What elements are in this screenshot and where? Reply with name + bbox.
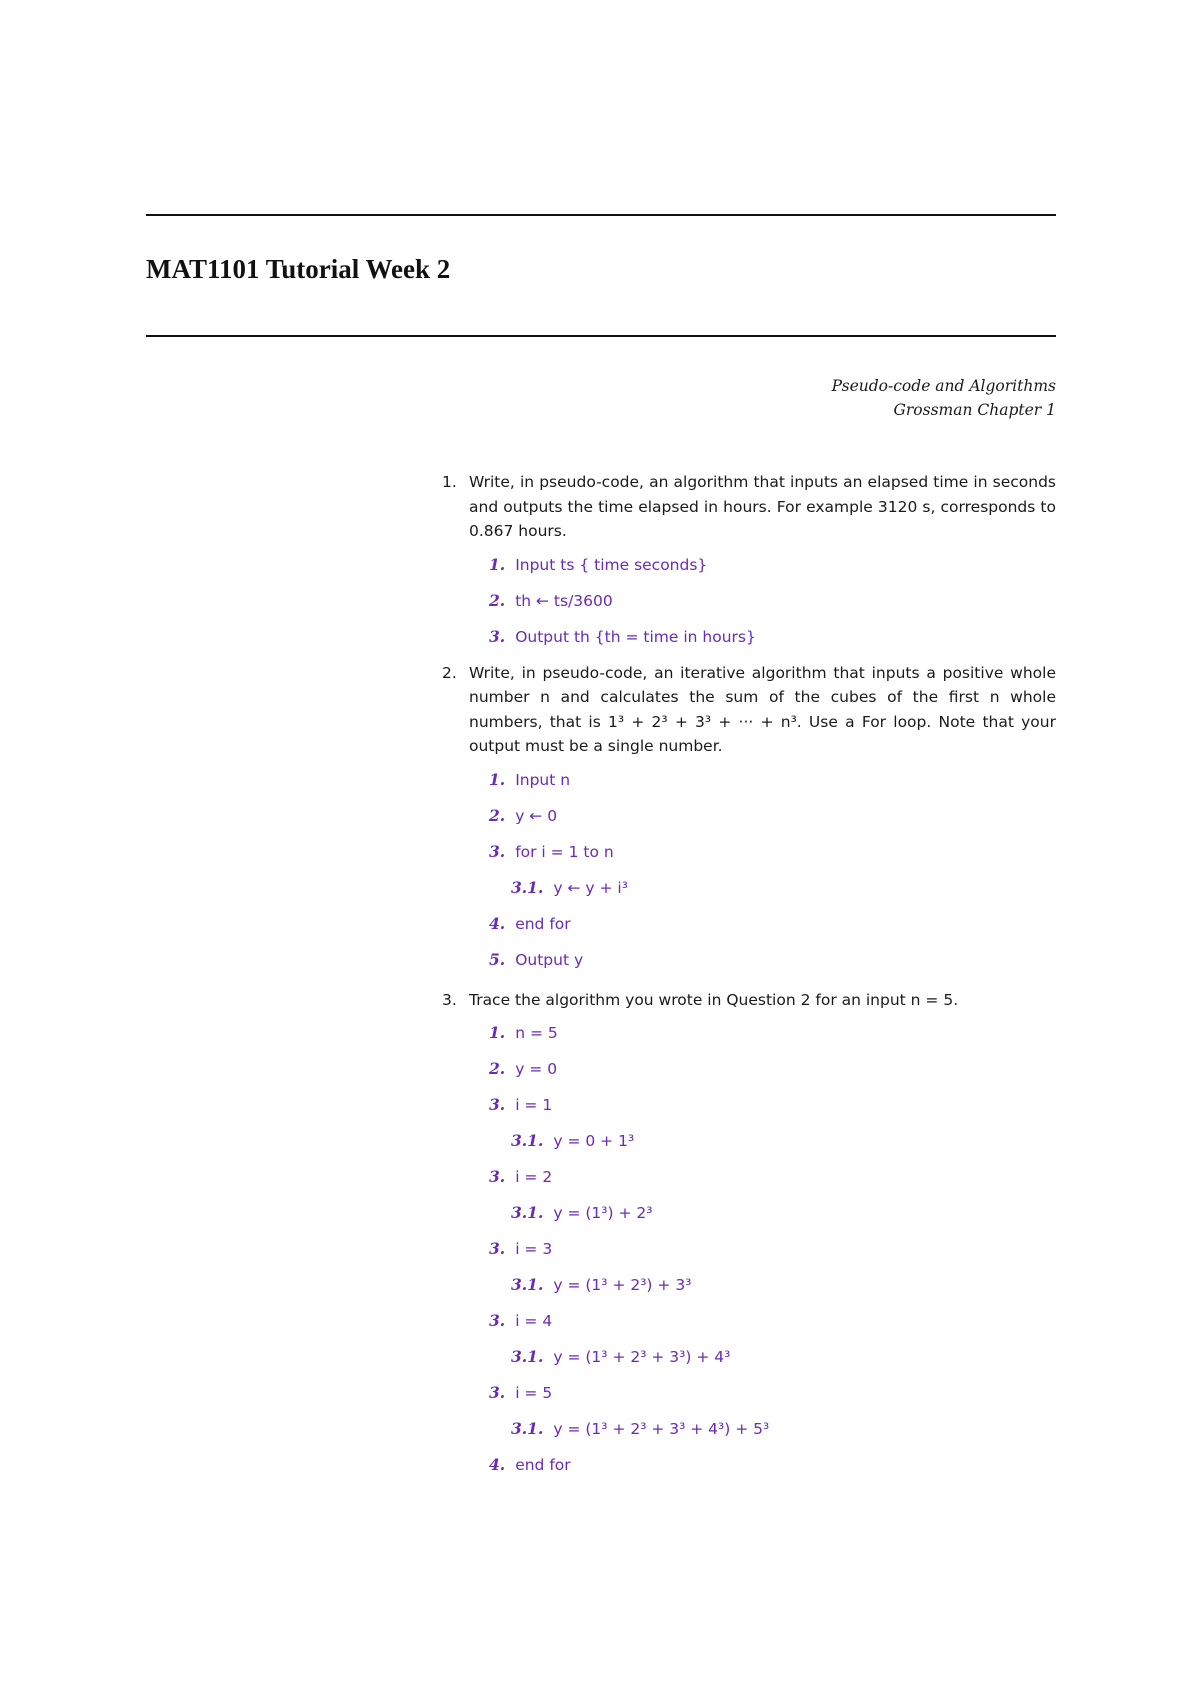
step-text: y = (1³ + 2³ + 3³ + 4³) + 5³ [553, 1420, 770, 1438]
answer-substep [489, 1201, 1056, 1237]
answer-step [489, 912, 1056, 948]
step-number: 2. [489, 590, 506, 610]
question-2 [442, 661, 1056, 984]
answer-step [489, 768, 1056, 804]
answer-step [489, 1381, 1056, 1417]
answer-step [489, 948, 1056, 984]
document-subtitle [832, 374, 1056, 422]
step-number: 4. [489, 1455, 506, 1474]
question-text: Write, in pseudo-code, an algorithm that inputs an elapsed time in seconds and outputs the time elapsed in hours. For example 3120 s, corresponds to 0.867 hours. [469, 473, 1056, 540]
step-text: i = 1 [515, 1096, 553, 1114]
answer-substep [489, 1129, 1056, 1165]
step-text: i = 5 [515, 1384, 553, 1402]
step-text: y = (1³) + 2³ [553, 1204, 653, 1222]
answer-step [489, 804, 1056, 840]
document-title: MAT1101 Tutorial Week 2 [146, 254, 451, 284]
question-number: 1. [442, 473, 457, 491]
step-number: 3. [489, 1095, 506, 1114]
step-number: 2. [489, 805, 506, 825]
answer-steps [489, 768, 1056, 984]
question-list [442, 470, 1056, 1489]
top-rule [146, 214, 1056, 216]
answer-step [489, 1453, 1056, 1489]
answer-substep [489, 1417, 1056, 1453]
step-number: 3.1. [511, 1419, 544, 1438]
answer-step [489, 1237, 1056, 1273]
step-text: end for [515, 1456, 571, 1474]
step-number: 2. [489, 1059, 506, 1078]
subtitle-reference: Grossman Chapter 1 [893, 401, 1056, 419]
subtitle-topic: Pseudo-code and Algorithms [831, 377, 1056, 395]
answer-steps [489, 1021, 1056, 1489]
step-number: 3.1. [511, 1347, 544, 1366]
question-number: 2. [442, 663, 457, 682]
answer-step [489, 840, 1056, 876]
bottom-rule [146, 335, 1056, 337]
step-number: 3.1. [511, 1131, 544, 1150]
answer-step [489, 1309, 1056, 1345]
step-text: y = (1³ + 2³) + 3³ [553, 1276, 692, 1294]
step-text: y = (1³ + 2³ + 3³) + 4³ [553, 1348, 731, 1366]
step-text: th ← ts/3600 [515, 591, 613, 610]
step-text: y = 0 + 1³ [553, 1132, 635, 1150]
step-text: Input n [515, 770, 571, 789]
question-3 [442, 988, 1056, 1490]
answer-step [489, 1021, 1056, 1057]
step-number: 1. [489, 554, 506, 574]
answer-step [489, 625, 1056, 661]
step-text: y = 0 [515, 1060, 558, 1078]
answer-step [489, 553, 1056, 589]
answer-step [489, 589, 1056, 625]
step-number: 3. [489, 1167, 506, 1186]
step-text: Output y [515, 950, 584, 969]
answer-steps [489, 553, 1056, 661]
answer-step [489, 1057, 1056, 1093]
step-number: 4. [489, 913, 506, 933]
answer-substep [489, 876, 1056, 912]
step-text: y ← y + i³ [553, 878, 628, 897]
question-number: 3. [442, 990, 457, 1009]
answer-step [489, 1093, 1056, 1129]
step-number: 3.1. [511, 877, 544, 897]
question-text: Write, in pseudo-code, an iterative algorithm that inputs a positive whole number n and calculates the sum of the cubes of the first n whole numbers, that is 1³ + 2³ + 3³ + ··· + n³. Use a For loop. Note that your output must be a single number. [469, 663, 1056, 755]
step-text: for i = 1 to n [515, 842, 614, 861]
step-text: i = 4 [515, 1312, 553, 1330]
step-text: y ← 0 [515, 806, 558, 825]
step-number: 3. [489, 1311, 506, 1330]
step-number: 3. [489, 841, 506, 861]
step-number: 3. [489, 626, 506, 646]
answer-substep [489, 1345, 1056, 1381]
step-text: Input ts { time seconds} [515, 555, 708, 574]
step-text: i = 3 [515, 1240, 553, 1258]
step-number: 1. [489, 1023, 506, 1042]
answer-substep [489, 1273, 1056, 1309]
step-text: end for [515, 914, 571, 933]
step-number: 3. [489, 1383, 506, 1402]
step-text: Output th {th = time in hours} [515, 627, 756, 646]
step-text: i = 2 [515, 1168, 553, 1186]
step-number: 3. [489, 1239, 506, 1258]
step-text: n = 5 [515, 1024, 558, 1042]
answer-step [489, 1165, 1056, 1201]
step-number: 1. [489, 769, 506, 789]
question-1 [442, 470, 1056, 661]
step-number: 3.1. [511, 1203, 544, 1222]
question-text: Trace the algorithm you wrote in Question 2 for an input n = 5. [469, 990, 959, 1009]
step-number: 5. [489, 949, 506, 969]
step-number: 3.1. [511, 1275, 544, 1294]
